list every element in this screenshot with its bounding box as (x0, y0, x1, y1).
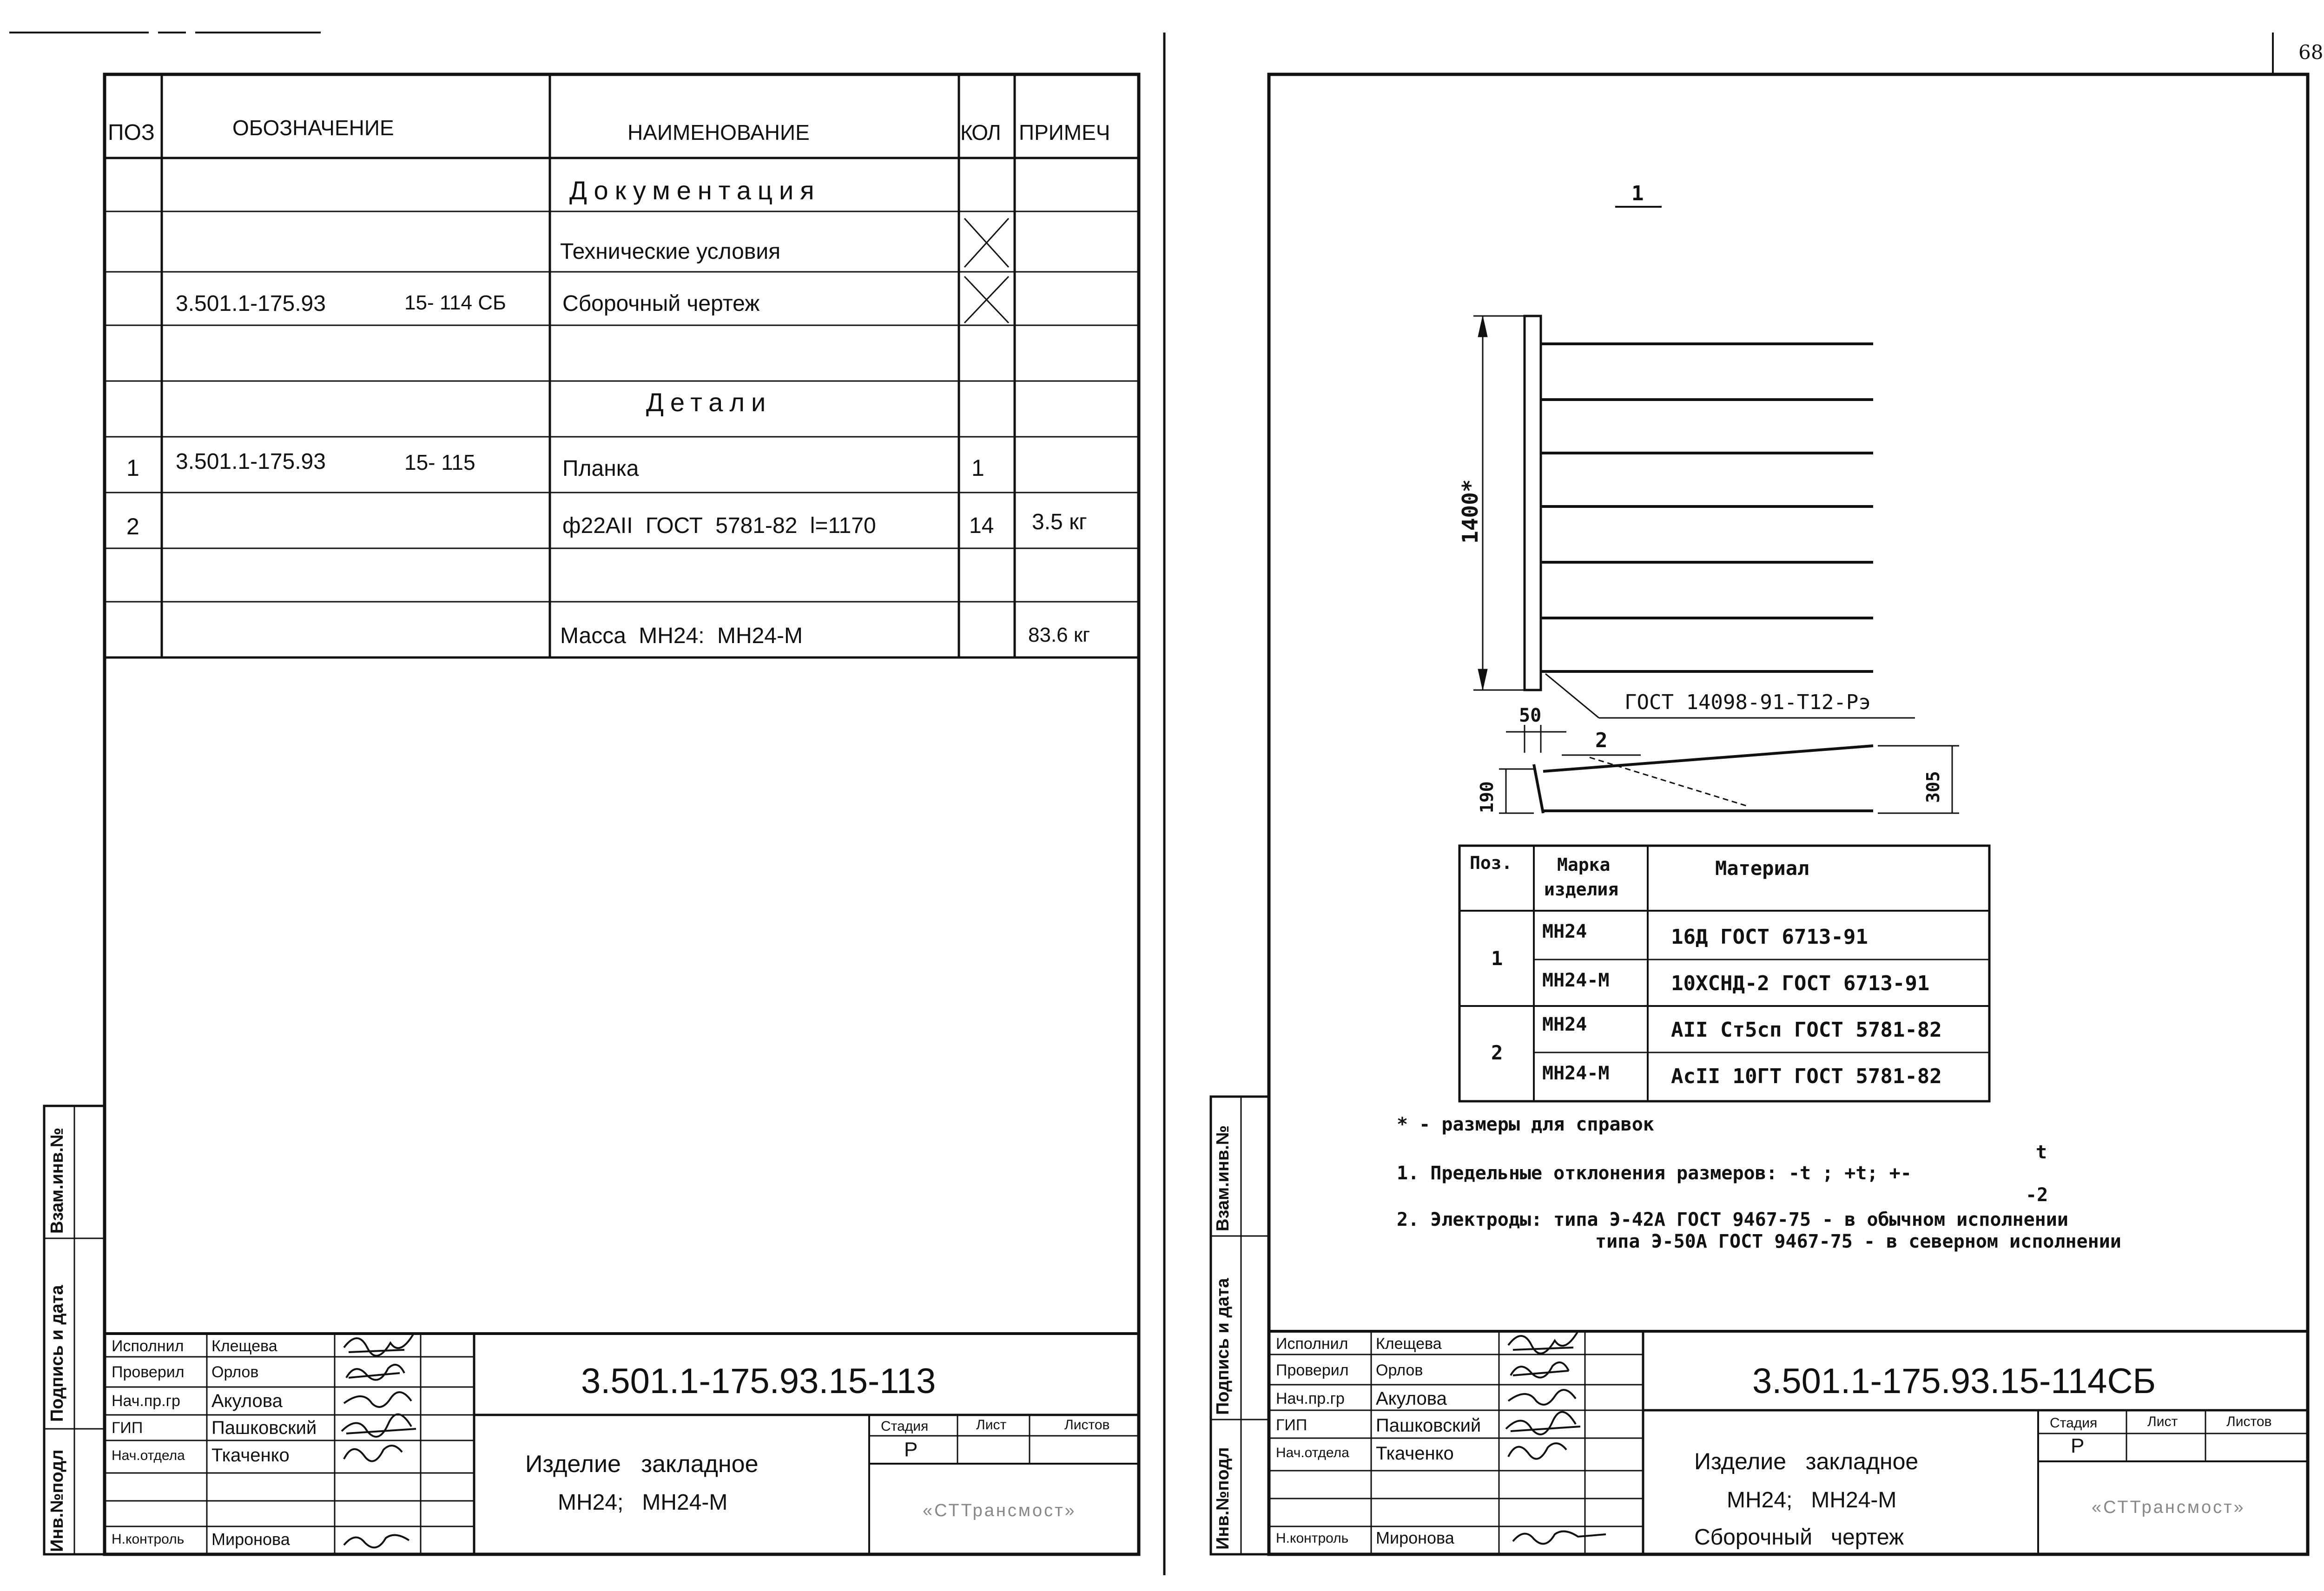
right-side-sign-date: Подпись и дата (1213, 1278, 1233, 1415)
drawing-weld-note: ГОСТ 14098-91-Т12-Рэ (1624, 690, 1871, 714)
note-tolerance-sub: -2 (2026, 1184, 2048, 1206)
right-tb-role-3: ГИП (1276, 1416, 1307, 1434)
left-tb-stage-value: Р (904, 1438, 918, 1461)
spec-header-pos: ПОЗ (108, 120, 155, 145)
right-tb-doc-code: 3.501.1-175.93.15-114СБ (1752, 1361, 2156, 1401)
spec-row-mass-note: 83.6 кг (1028, 624, 1090, 646)
right-tb-sheets-label: Листов (2226, 1414, 2272, 1429)
material-row1-material: 16Д ГОСТ 6713-91 (1671, 925, 1868, 949)
material-header-pos: Поз. (1470, 853, 1512, 873)
left-tb-role-4: Нач.отдела (112, 1448, 185, 1463)
left-tb-name-1: Орлов (211, 1363, 259, 1381)
left-tb-name-3: Пашковский (211, 1418, 317, 1438)
drawing-dim-height: 1400* (1458, 479, 1483, 544)
material-row4-material: АсII 10ГТ ГОСТ 5781-82 (1671, 1065, 1942, 1088)
right-tb-name-4: Ткаченко (1376, 1443, 1454, 1464)
right-tb-name-6: Миронова (1376, 1528, 1454, 1547)
drawing-pos2-label: 2 (1595, 729, 1608, 752)
right-tb-name-3: Пашковский (1376, 1415, 1481, 1436)
material-row3-material: АII Ст5сп ГОСТ 5781-82 (1671, 1018, 1942, 1042)
right-tb-name-0: Клещева (1376, 1335, 1442, 1353)
right-side-inv-no: Инв.№подл (1213, 1447, 1233, 1550)
left-tb-name-0: Клещева (211, 1337, 277, 1355)
material-header-mark-1: Марка (1557, 855, 1611, 875)
left-tb-org: «СТТрансмост» (923, 1501, 1076, 1520)
left-side-replace-inv: Взам.инв.№ (47, 1127, 67, 1234)
right-tb-stage-value: Р (2071, 1434, 2085, 1457)
right-tb-name-2: Акулова (1376, 1388, 1447, 1409)
note-electrodes-1: 2. Электроды: типа Э-42А ГОСТ 9467-75 - в обычном исполнении (1397, 1209, 2068, 1230)
left-tb-signatures (335, 1329, 474, 1552)
left-tb-title-line2: МН24; МН24-М (558, 1490, 728, 1515)
drawing-dim-190: 190 (1477, 781, 1497, 813)
material-row1-pos: 1 (1491, 947, 1503, 970)
left-tb-name-4: Ткаченко (211, 1445, 290, 1466)
spec-header-note: ПРИМЕЧ (1019, 120, 1110, 145)
spec-row-assembly-code: 15- 114 СБ (404, 291, 506, 314)
right-tb-sheet-label: Лист (2147, 1414, 2178, 1429)
left-tb-role-0: Исполнил (112, 1337, 184, 1355)
right-tb-title-line2: МН24; МН24-М (1727, 1488, 1897, 1512)
note-reference: * - размеры для справок (1397, 1114, 1654, 1135)
spec-row-rod-pos: 2 (126, 513, 139, 539)
material-header-mark-2: изделия (1544, 879, 1619, 900)
left-tb-role-2: Нач.пр.гр (112, 1392, 180, 1410)
spec-row-assembly-name: Сборочный чертеж (562, 291, 760, 316)
right-tb-signatures (1499, 1327, 1648, 1550)
spec-header-designation: ОБОЗНАЧЕНИЕ (232, 116, 394, 140)
left-side-sign-date: Подпись и дата (47, 1285, 67, 1422)
spec-row-plate-code: 15- 115 (404, 450, 475, 474)
right-tb-name-1: Орлов (1376, 1361, 1423, 1379)
left-tb-sheet-label: Лист (976, 1417, 1007, 1433)
left-tb-name-2: Акулова (211, 1391, 283, 1411)
left-tb-role-1: Проверил (112, 1363, 185, 1381)
material-row4-mark: МН24-М (1542, 1063, 1610, 1084)
material-row3-mark: МН24 (1542, 1014, 1587, 1035)
spec-row-plate-name: Планка (562, 456, 639, 481)
spec-section-details: Детали (646, 388, 772, 417)
spec-header-name: НАИМЕНОВАНИЕ (627, 120, 810, 145)
drawing-view-label: 1 (1631, 182, 1644, 205)
material-row1-mark: МН24 (1542, 921, 1587, 942)
material-row2-material: 10ХСНД-2 ГОСТ 6713-91 (1671, 972, 1930, 995)
spec-header-qty: КОЛ (960, 120, 1000, 145)
spec-row-rod-note: 3.5 кг (1032, 510, 1087, 534)
right-tb-role-6: Н.контроль (1276, 1531, 1349, 1546)
left-tb-stage-label: Стадия (881, 1419, 929, 1434)
left-tb-sheets-label: Листов (1064, 1417, 1110, 1433)
note-electrodes-2: типа Э-50А ГОСТ 9467-75 - в северном исполнении (1595, 1231, 2121, 1252)
right-tb-org: «СТТрансмост» (2092, 1498, 2245, 1517)
spec-row-plate-designation: 3.501.1-175.93 (176, 449, 326, 474)
spec-row-plate-qty: 1 (971, 455, 984, 481)
right-tb-role-1: Проверил (1276, 1361, 1349, 1379)
left-tb-title-line1: Изделие закладное (525, 1451, 759, 1478)
note-tolerance: 1. Предельные отклонения размеров: -t ; +t; +- (1397, 1163, 1912, 1184)
right-tb-title-line3: Сборочный чертеж (1694, 1525, 1904, 1550)
left-tb-role-6: Н.контроль (112, 1532, 185, 1547)
spec-row-rod-name: ф22АII ГОСТ 5781-82 l=1170 (562, 513, 876, 538)
note-tolerance-t: t (2036, 1142, 2047, 1163)
left-tb-role-3: ГИП (112, 1419, 143, 1437)
left-tb-name-6: Миронова (211, 1530, 290, 1549)
right-tb-role-4: Нач.отдела (1276, 1445, 1349, 1460)
spec-row-assembly-designation: 3.501.1-175.93 (176, 291, 326, 316)
spec-row-mass-name: Масса МН24: МН24-М (560, 624, 803, 648)
spec-row-tech-conditions-name: Технические условия (560, 239, 781, 264)
left-side-inv-no: Инв.№подл (47, 1449, 67, 1552)
right-tb-title-line1: Изделие закладное (1694, 1448, 1919, 1474)
left-tb-doc-code: 3.501.1-175.93.15-113 (581, 1361, 936, 1401)
page-number: 68 (2298, 41, 2324, 64)
right-tb-role-0: Исполнил (1276, 1335, 1348, 1353)
spec-row-rod-qty: 14 (969, 513, 994, 538)
right-tb-role-2: Нач.пр.гр (1276, 1390, 1345, 1407)
material-row2-mark: МН24-М (1542, 970, 1610, 991)
material-header-material: Материал (1715, 857, 1809, 880)
right-side-replace-inv: Взам.инв.№ (1213, 1125, 1233, 1231)
spec-section-documentation: Документация (569, 176, 821, 205)
drawing-dim-50: 50 (1519, 705, 1542, 726)
spec-row-plate-pos: 1 (126, 455, 139, 481)
drawing-dim-305: 305 (1923, 771, 1943, 803)
right-tb-stage-label: Стадия (2050, 1415, 2098, 1431)
material-row3-pos: 2 (1491, 1041, 1503, 1064)
